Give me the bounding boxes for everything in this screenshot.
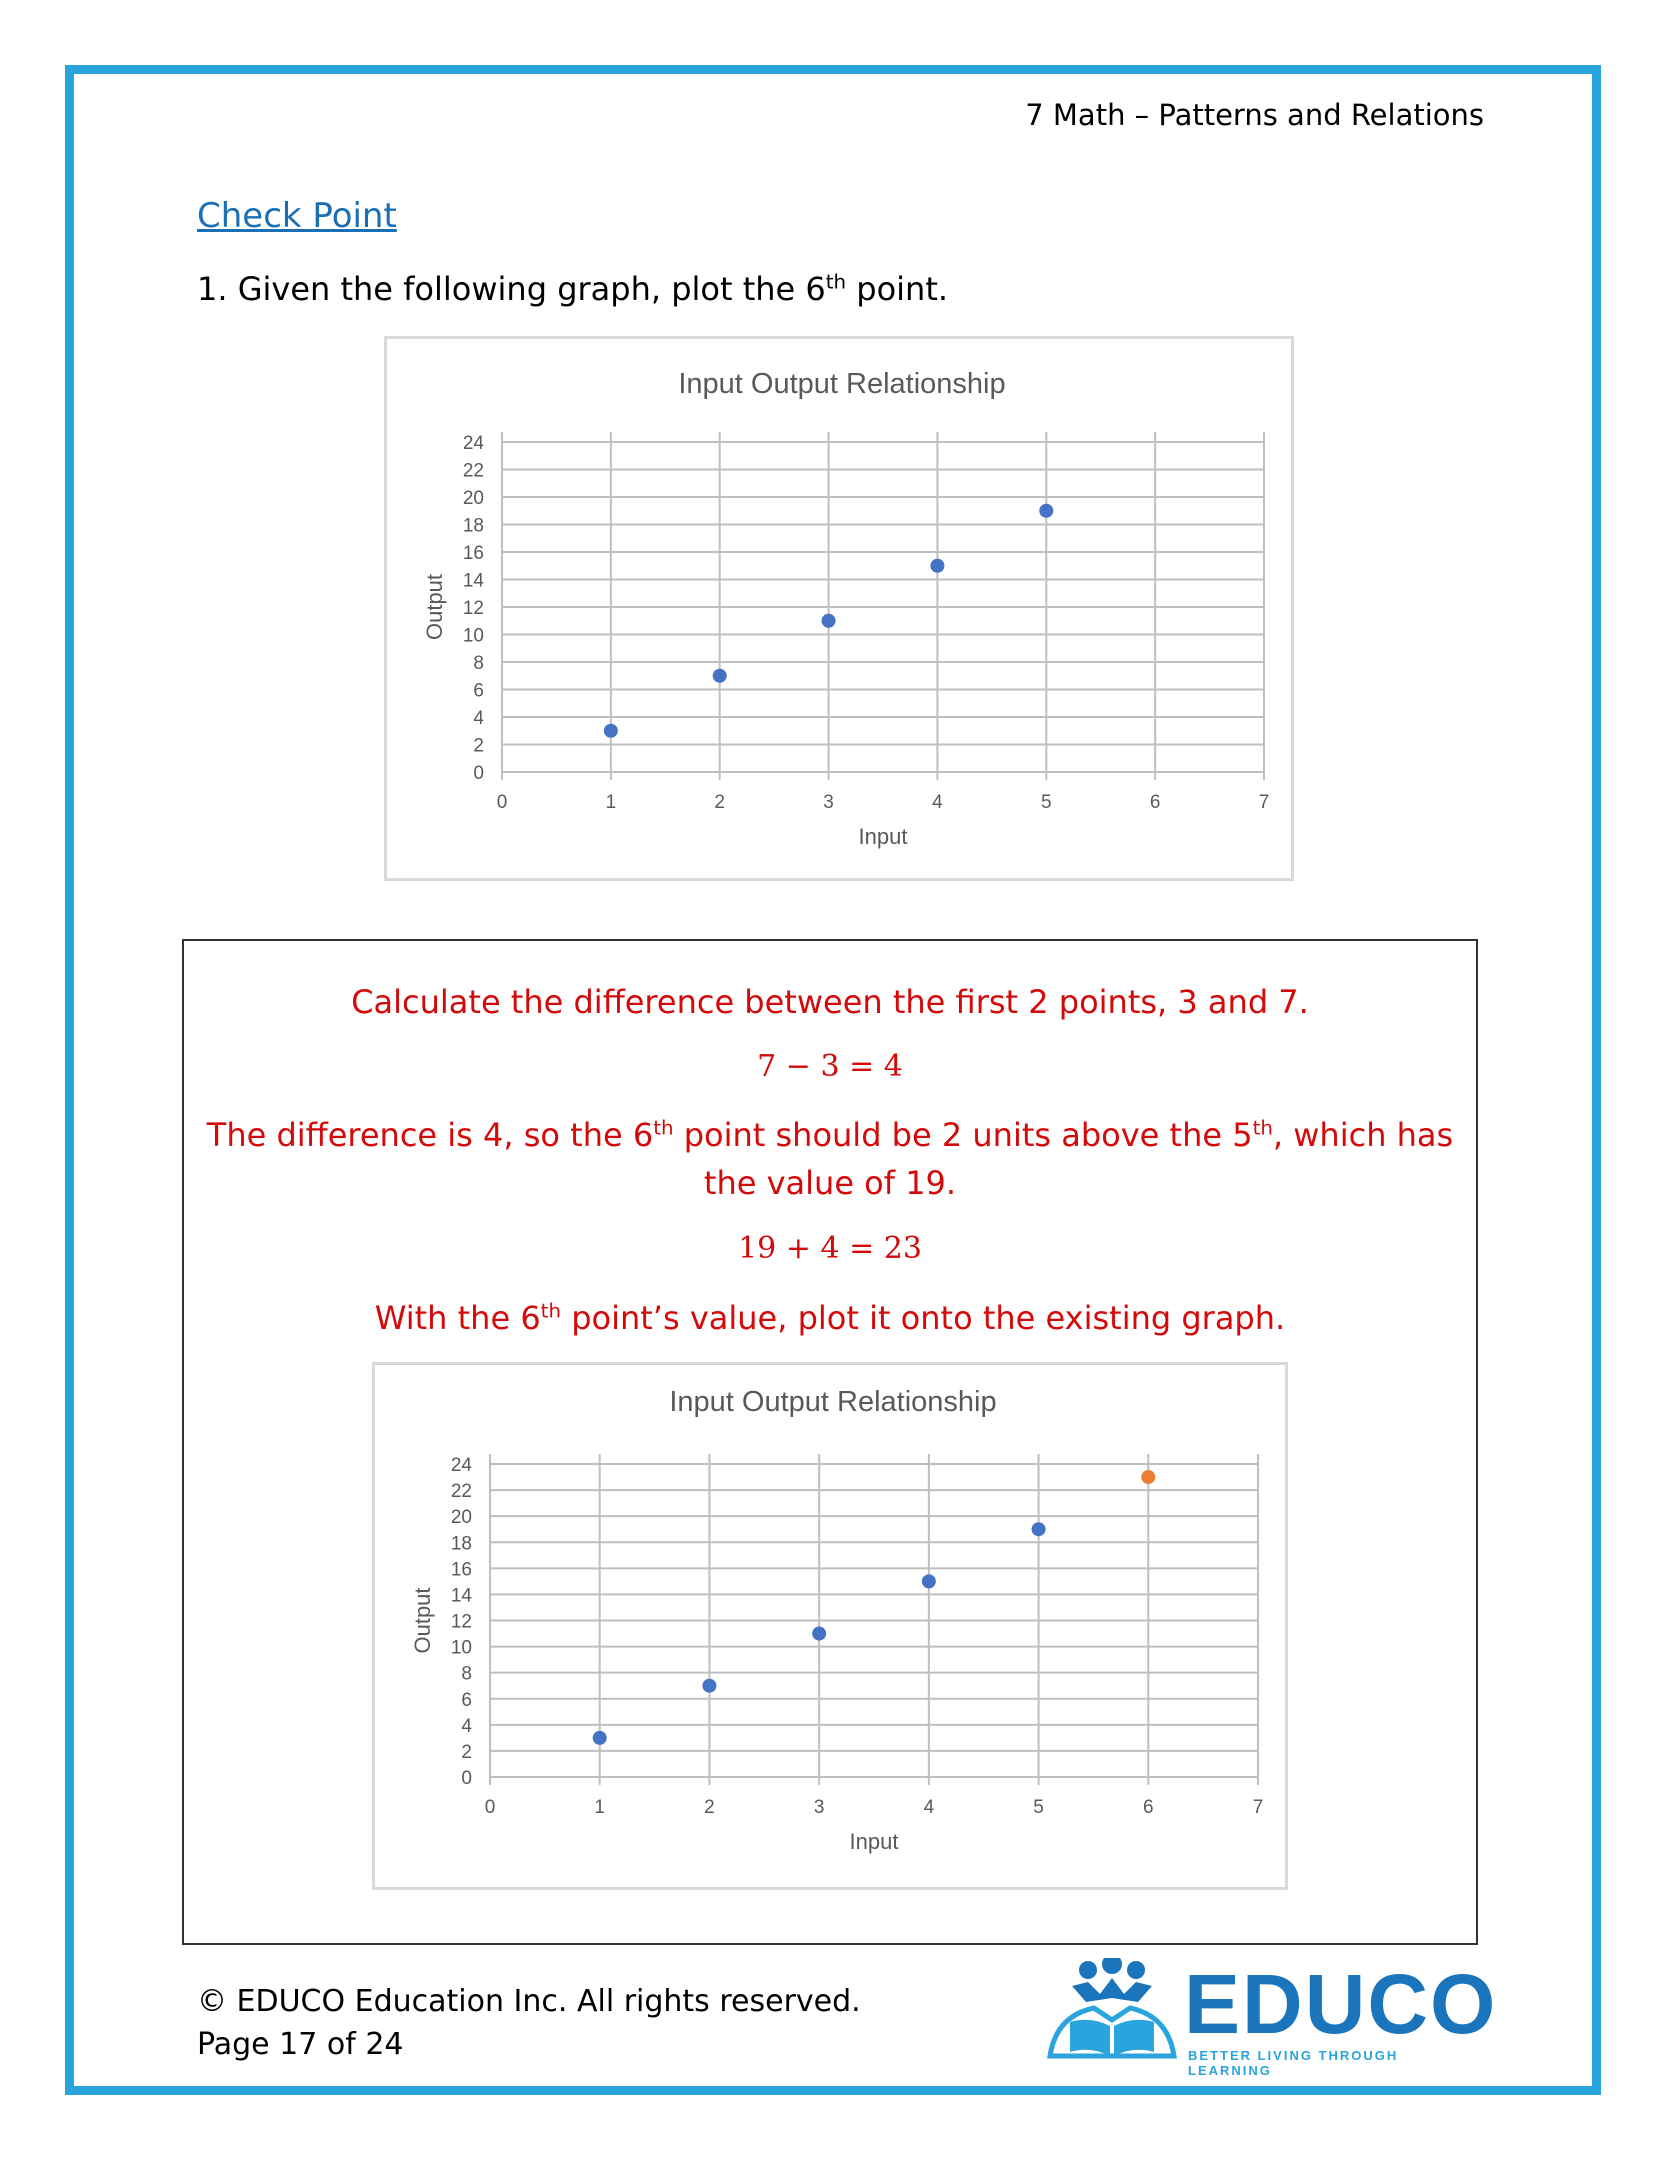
step-3-text-a: With the 6 xyxy=(374,1299,541,1337)
y-tick-label: 8 xyxy=(473,653,484,674)
y-tick-label: 14 xyxy=(462,570,484,592)
solution-box xyxy=(182,939,1478,1945)
x-tick-label: 1 xyxy=(594,1797,606,1818)
data-point xyxy=(1141,1470,1155,1484)
question-suffix: point. xyxy=(846,270,949,308)
chart-title: Input Output Relationship xyxy=(669,1386,997,1418)
y-tick-label: 16 xyxy=(450,1559,472,1581)
equation-1: 7 − 3 = 4 xyxy=(757,1049,903,1084)
y-tick-label: 10 xyxy=(462,625,484,647)
y-tick-label: 16 xyxy=(462,543,484,564)
y-tick-label: 4 xyxy=(461,1715,472,1737)
question-chart xyxy=(384,336,1294,881)
x-tick-label: 5 xyxy=(1040,792,1052,813)
question-ordinal: th xyxy=(825,270,847,294)
y-tick-label: 8 xyxy=(461,1663,472,1685)
equation-2: 19 + 4 = 23 xyxy=(738,1231,922,1266)
y-tick-label: 22 xyxy=(462,460,484,482)
step-2-ordinal-2: th xyxy=(1252,1116,1273,1140)
answer-chart-svg xyxy=(375,1365,1291,1893)
y-tick-label: 10 xyxy=(450,1637,472,1659)
data-point xyxy=(930,559,944,573)
question-1 xyxy=(197,270,948,308)
educo-logo xyxy=(1042,1957,1498,2078)
y-tick-label: 24 xyxy=(450,1455,472,1476)
x-tick-label: 3 xyxy=(813,1797,825,1818)
x-axis-label: Input xyxy=(858,824,908,849)
y-tick-label: 12 xyxy=(462,598,484,619)
x-tick-label: 0 xyxy=(496,792,508,813)
chart-title: Input Output Relationship xyxy=(678,368,1006,400)
x-tick-label: 3 xyxy=(823,792,834,813)
x-tick-label: 4 xyxy=(923,1797,935,1818)
y-axis-label: Output xyxy=(422,573,447,641)
y-tick-label: 14 xyxy=(450,1585,472,1607)
x-tick-label: 4 xyxy=(932,792,943,813)
data-point xyxy=(822,614,836,628)
step-2-text-c: , which has xyxy=(1272,1116,1454,1154)
y-tick-label: 12 xyxy=(450,1611,472,1633)
y-tick-label: 4 xyxy=(473,708,484,729)
solution-step-2 xyxy=(184,1116,1476,1154)
y-tick-label: 6 xyxy=(461,1689,472,1711)
y-tick-label: 2 xyxy=(461,1741,472,1763)
logo-tagline: BETTER LIVING THROUGH LEARNING xyxy=(1188,2048,1399,2078)
data-point xyxy=(593,1731,607,1745)
data-point xyxy=(604,724,618,738)
data-point xyxy=(702,1679,716,1693)
x-tick-label: 7 xyxy=(1252,1797,1264,1818)
x-tick-label: 1 xyxy=(605,792,617,813)
copyright: © EDUCO Education Inc. All rights reserved. xyxy=(197,1984,861,2019)
solution-step-2-cont: the value of 19. xyxy=(703,1164,957,1202)
y-tick-label: 0 xyxy=(473,763,484,784)
step-2-text-b: point should be 2 units above the 5 xyxy=(673,1116,1253,1154)
question-chart-svg xyxy=(387,339,1297,884)
solution-step-1: Calculate the difference between the first 2 points, 3 and 7. xyxy=(351,983,1309,1021)
data-point xyxy=(1032,1522,1046,1536)
x-tick-label: 0 xyxy=(484,1797,496,1818)
y-tick-label: 20 xyxy=(450,1507,472,1529)
x-tick-label: 6 xyxy=(1142,1797,1154,1818)
page-number: Page 17 of 24 xyxy=(197,2027,404,2062)
y-tick-label: 18 xyxy=(450,1533,472,1555)
x-tick-label: 7 xyxy=(1258,792,1270,813)
step-2-text-a: The difference is 4, so the 6 xyxy=(206,1116,654,1154)
y-tick-label: 0 xyxy=(461,1768,472,1789)
data-point xyxy=(922,1574,936,1588)
solution-step-3 xyxy=(184,1299,1476,1337)
question-text: 1. Given the following graph, plot the 6 xyxy=(197,270,826,308)
x-axis-label: Input xyxy=(849,1829,899,1854)
data-point xyxy=(713,669,727,683)
data-point xyxy=(812,1627,826,1641)
y-tick-label: 22 xyxy=(450,1481,472,1503)
x-tick-label: 6 xyxy=(1149,792,1161,813)
x-tick-label: 2 xyxy=(704,1797,715,1818)
logo-emblem-icon xyxy=(1042,1958,1182,2068)
y-tick-label: 24 xyxy=(462,433,484,454)
data-point xyxy=(1039,504,1053,518)
y-tick-label: 20 xyxy=(462,488,484,509)
section-heading: Check Point xyxy=(197,196,397,236)
logo-wordmark: EDUCO xyxy=(1184,1957,1498,2051)
step-3-text-b: point’s value, plot it onto the existing graph. xyxy=(561,1299,1286,1337)
x-tick-label: 2 xyxy=(714,792,726,813)
course-header: 7 Math – Patterns and Relations xyxy=(1025,98,1484,132)
x-tick-label: 5 xyxy=(1033,1797,1044,1818)
step-2-ordinal-1: th xyxy=(653,1116,674,1140)
y-tick-label: 18 xyxy=(462,515,484,537)
answer-chart xyxy=(372,1362,1288,1890)
y-tick-label: 6 xyxy=(473,680,484,702)
y-axis-label: Output xyxy=(410,1587,435,1654)
step-3-ordinal: th xyxy=(540,1299,562,1323)
y-tick-label: 2 xyxy=(473,735,484,757)
